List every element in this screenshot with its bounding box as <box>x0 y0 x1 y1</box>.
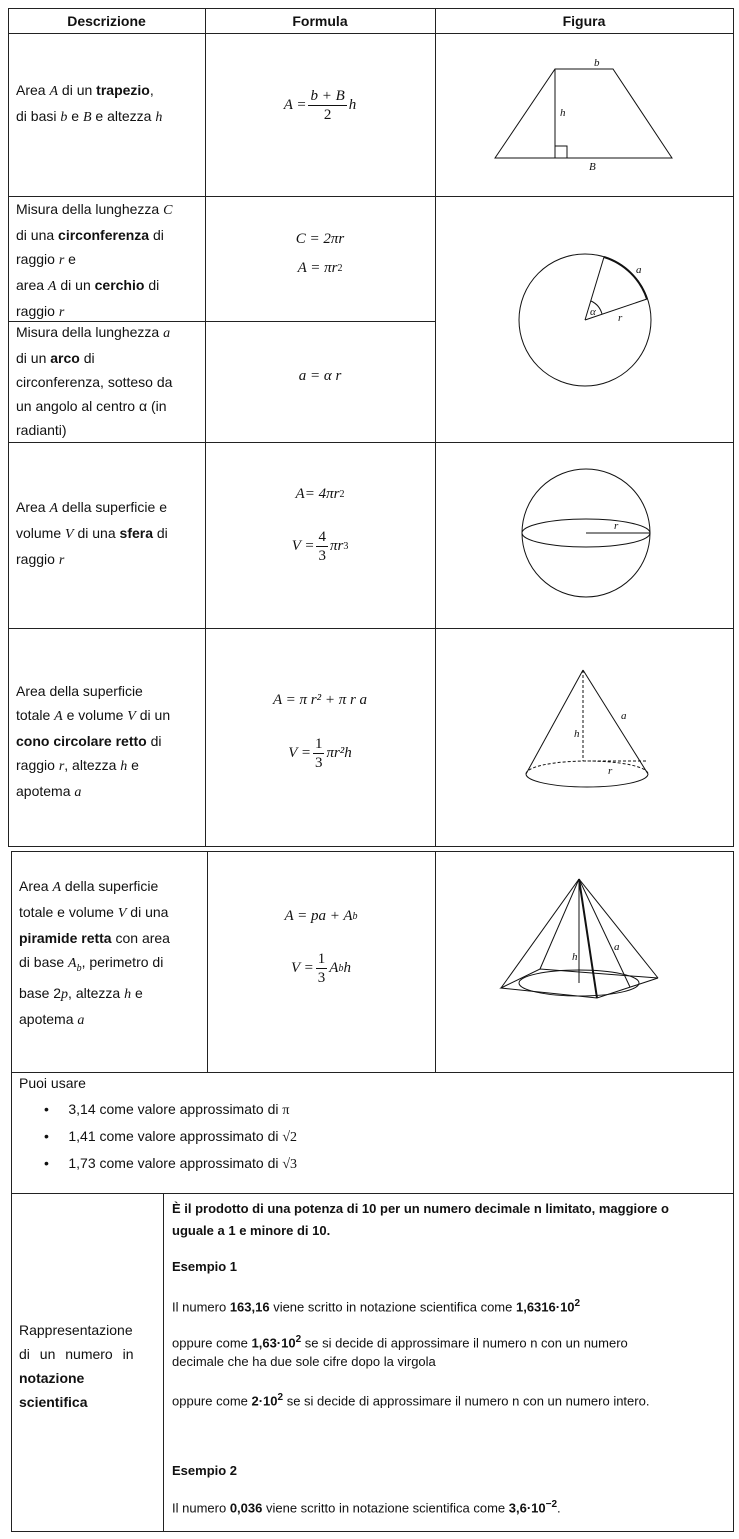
pyramid-label-h: h <box>572 951 578 963</box>
arc-formula: a = α r <box>298 367 342 384</box>
sci-label: Rappresentazione di un numero in notazione scientifica <box>19 1322 134 1410</box>
example1-line2: oppure come $1,63\cdot 10^2$ se si decide di approssimare il numero n con un numero <box>172 1334 628 1351</box>
header-figure: Figura <box>562 13 606 29</box>
example1-line4: oppure come $2\cdot 10^2$ se si decide di approssimare il numero n con un numero intero. <box>172 1392 650 1409</box>
cone-area-formula: A = π r² + π r a <box>272 691 368 708</box>
sphere-label-r: r <box>614 520 619 532</box>
piramide-description: Area A della superficie totale e volume V di una piramide retta con area di base $A_b$, perimetro di base 2p, altezza h e apotema a <box>19 878 170 1028</box>
cone-label-h: h <box>574 728 580 740</box>
cone-label-r: r <box>608 765 613 777</box>
trapezoid-label-b: b <box>594 57 600 69</box>
approx-item-sqrt3: • 1,73 come valore approssimato di √3 <box>44 1155 298 1172</box>
pyramid-figure <box>436 852 733 1072</box>
arc-label-a: a <box>636 264 642 276</box>
header-description: Descrizione <box>67 13 146 29</box>
pyramid-volume-formula: V = $\frac{1}{3}$ A b h <box>291 950 351 986</box>
arco-description: Misura della lunghezza a di un arco di circonferenza, sotteso da un angolo al centro α (in radianti) <box>16 324 173 438</box>
approx-title: Puoi usare <box>19 1075 86 1091</box>
example2-line: Il numero 0,036 viene scritto in notazione scientifica come $3,6\cdot 10^{-2}$. <box>172 1499 561 1516</box>
cone-volume-formula: V = $\frac{1}{3}$ πr²h <box>288 735 352 771</box>
sphere-figure <box>436 443 733 628</box>
cerchio-description: Misura della lunghezza C di una circonferenza di raggio r e area A di un cerchio di raggio r <box>16 201 173 320</box>
cono-description: Area della superficie totale A e volume V di un cono circolare retto di raggio r, altezza h e apotema a <box>16 683 171 800</box>
pyramid-label-a: a <box>614 941 620 953</box>
arc-label-alpha: α <box>590 306 596 318</box>
trapezoid-label-h: h <box>560 107 566 119</box>
trapezio-description: Area A di un trapezio, di basi b e B e altezza h <box>16 82 163 125</box>
example2-title: Esempio 2 <box>172 1463 238 1478</box>
sphere-area-formula: A= 4πr 2 <box>295 485 345 502</box>
cone-figure <box>436 629 733 846</box>
arc-label-r: r <box>618 312 623 324</box>
trapezio-formula: A = $\frac{b + B}{2}$ h <box>283 87 357 123</box>
pyramid-area-formula: A = pa + A b <box>284 907 358 924</box>
header-formula: Formula <box>292 13 348 29</box>
trapezoid-label-B: B <box>589 161 596 173</box>
trapezoid-figure <box>436 34 733 196</box>
example1-title: Esempio 1 <box>172 1259 238 1274</box>
approx-item-sqrt2: • 1,41 come valore approssimato di √2 <box>44 1128 298 1145</box>
sphere-volume-formula: V = $\frac{4}{3}$ πr 3 <box>291 528 349 564</box>
sfera-description: Area A della superficie e volume V di una sfera di raggio r <box>16 499 168 568</box>
circumference-formula: C = 2πr <box>295 230 345 247</box>
example1-line1: Il numero 163,16 viene scritto in notazione scientifica come $1,6316\cdot 10^2$ <box>172 1298 581 1315</box>
approx-item-pi: • 3,14 come valore approssimato di π <box>44 1101 290 1118</box>
circle-arc-figure <box>436 197 733 442</box>
sci-definition: È il prodotto di una potenza di 10 per un numero decimale n limitato, maggiore o uguale a 1 e minore di 10. <box>172 1201 669 1238</box>
circle-area-formula: A = πr 2 <box>297 259 343 276</box>
example1-line3: decimale che ha due sole cifre dopo la virgola <box>172 1354 436 1369</box>
cone-label-a: a <box>621 710 627 722</box>
